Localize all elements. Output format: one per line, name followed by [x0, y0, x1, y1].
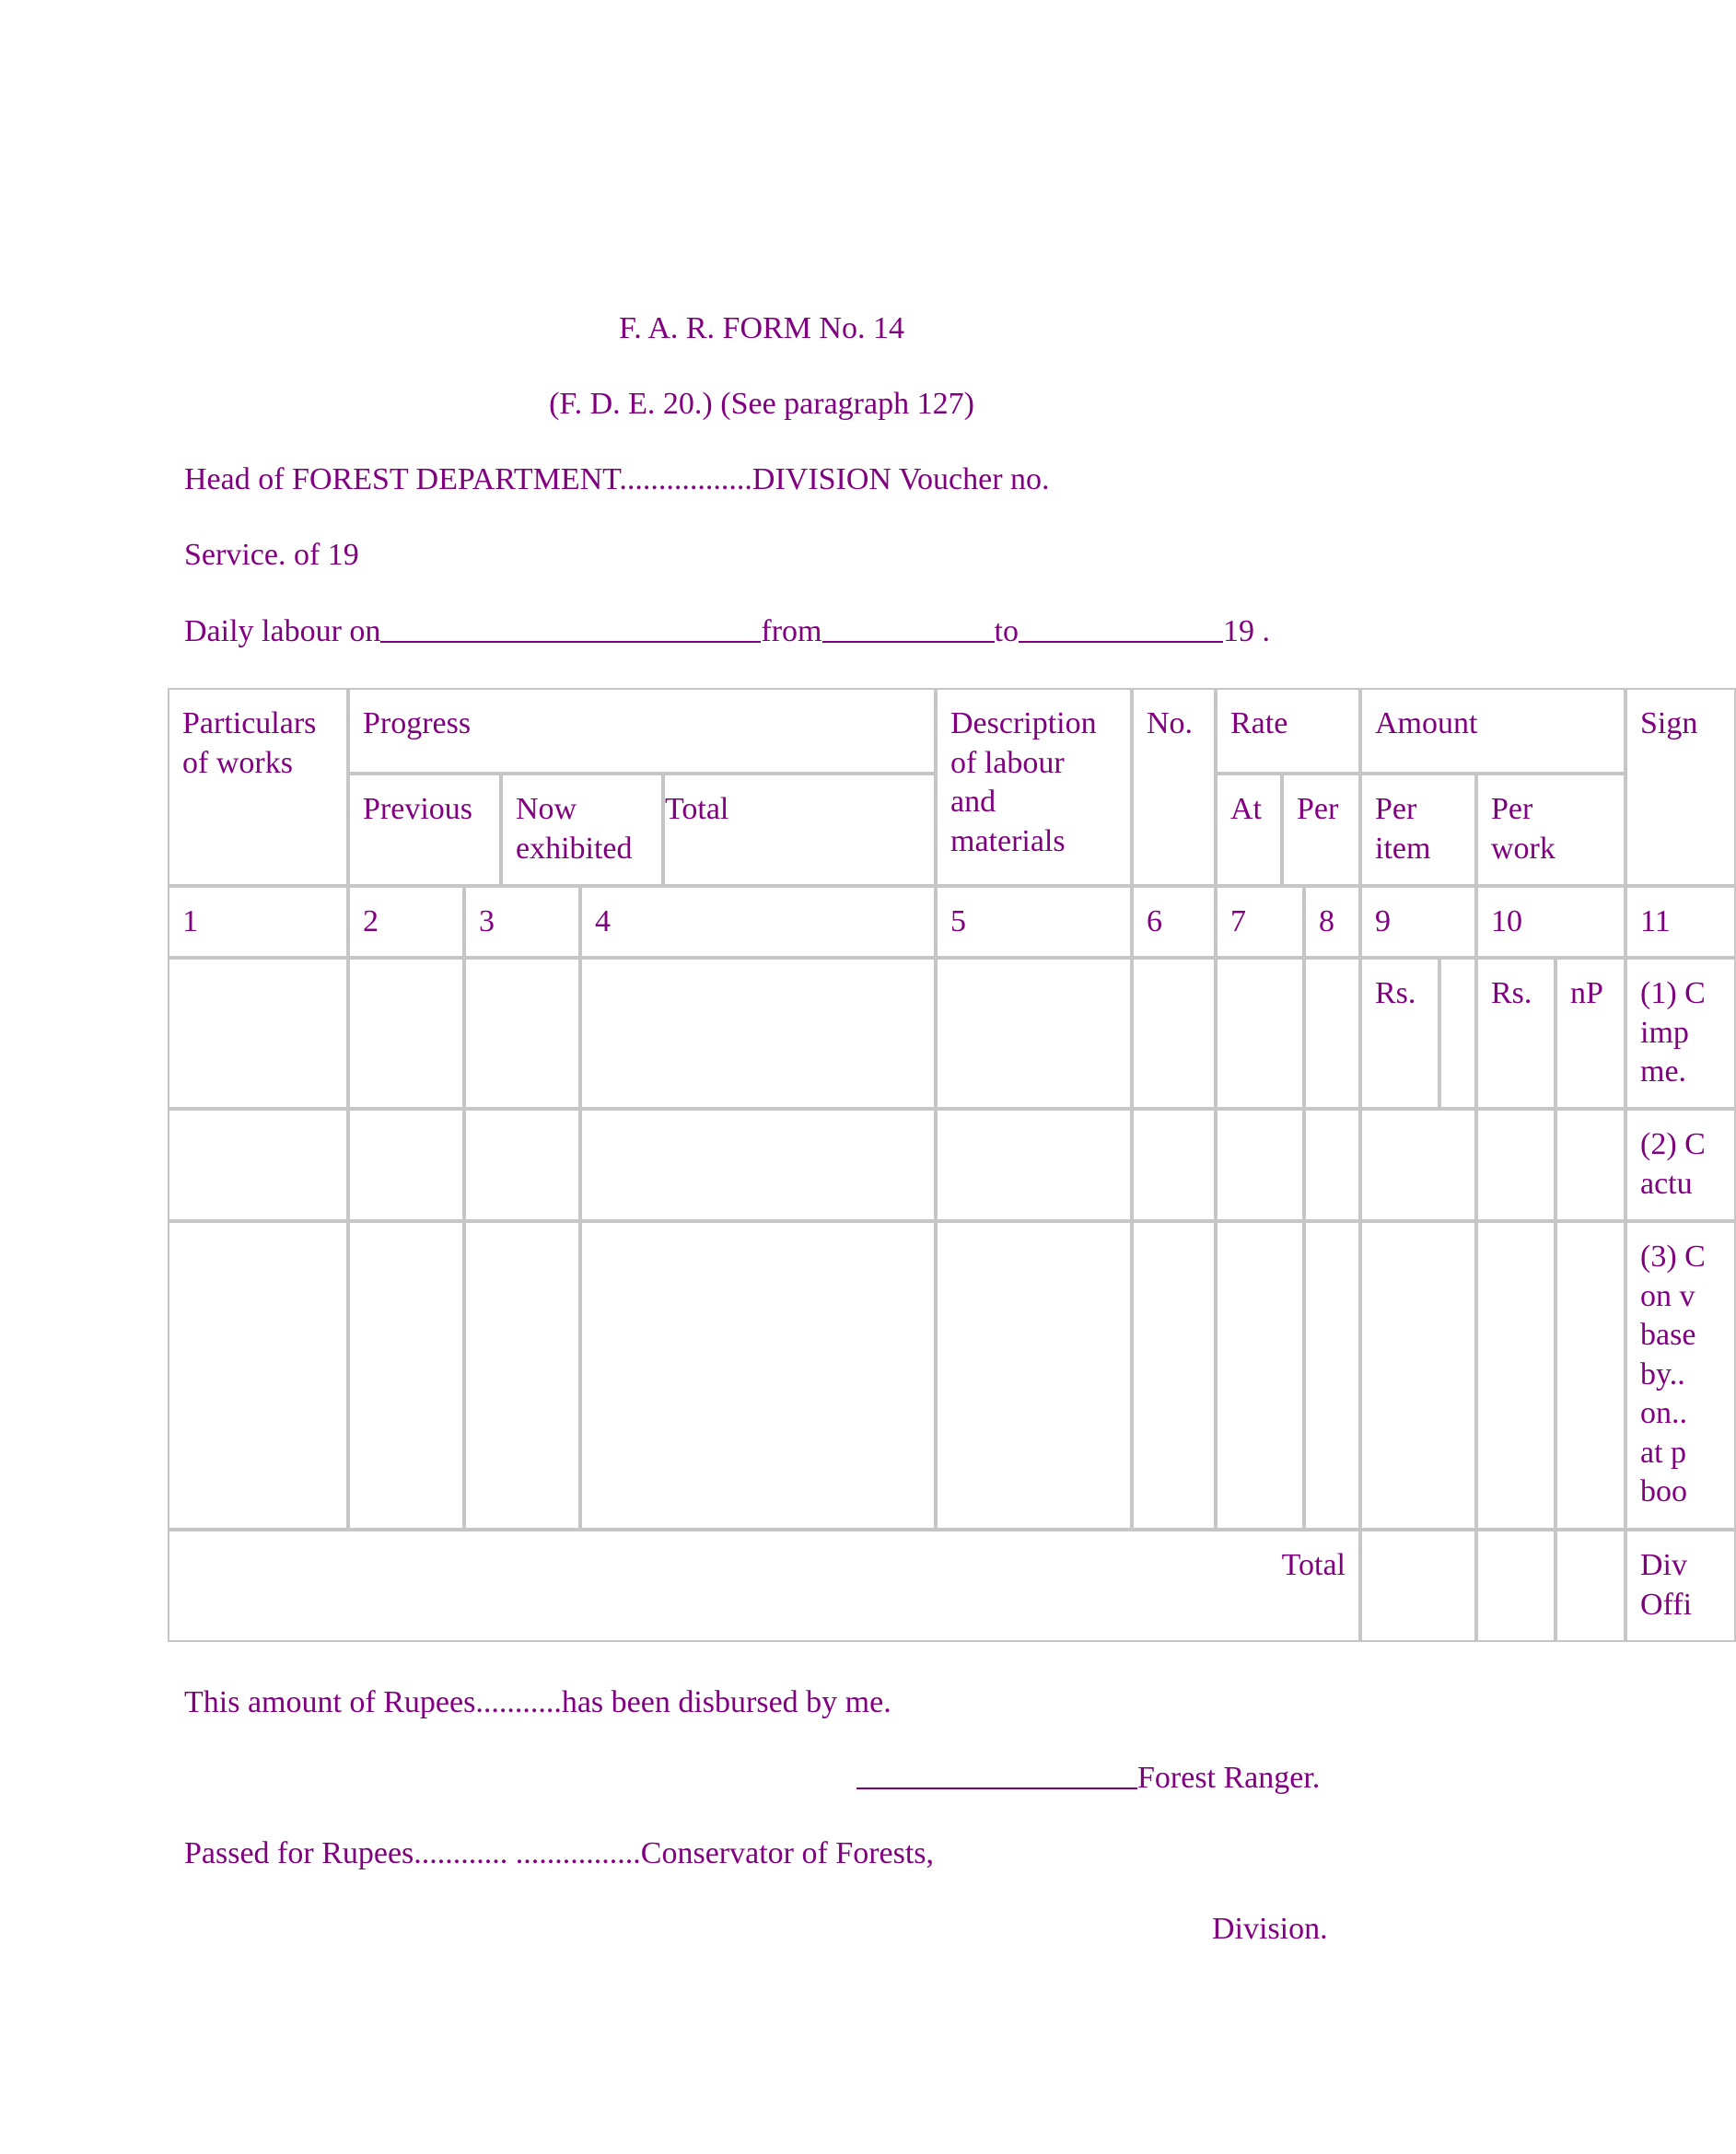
- colnum-8: 8: [1304, 886, 1360, 958]
- header-amount: Amount: [1360, 688, 1625, 774]
- table-cell: [348, 1221, 464, 1530]
- labour-table: [168, 688, 1706, 1646]
- total-amount-work-rs: [1476, 1530, 1555, 1642]
- table-cell: [580, 1221, 936, 1530]
- header-particulars: Particulars of works: [168, 688, 348, 886]
- table-cell: [464, 958, 580, 1109]
- table-cell: [1360, 1109, 1476, 1221]
- table-cell: [936, 1221, 1132, 1530]
- table-cell: [464, 1221, 580, 1530]
- table-cell: [580, 958, 936, 1109]
- table-cell: [1216, 958, 1304, 1109]
- table-cell: [1555, 1221, 1625, 1530]
- np-cell-item: [1439, 958, 1476, 1109]
- form-title: F. A. R. FORM No. 14: [619, 311, 904, 345]
- table-cell: [1304, 1221, 1360, 1530]
- table-cell: [1216, 1221, 1304, 1530]
- header-amount-per-work: Per work: [1476, 774, 1625, 886]
- forest-ranger-line: [856, 1759, 1320, 1799]
- colnum-10: 10: [1476, 886, 1625, 958]
- header-rate-per: Per: [1282, 774, 1360, 886]
- table-cell: [936, 1109, 1132, 1221]
- table-cell: [1304, 958, 1360, 1109]
- colnum-7: 7: [1216, 886, 1304, 958]
- header-signature: Sign: [1625, 688, 1736, 886]
- header-total: [663, 774, 936, 886]
- form-reference: (F. D. E. 20.) (See paragraph 127): [549, 387, 974, 421]
- table-cell: [1304, 1109, 1360, 1221]
- divisional-officer-cell: Div Offi: [1625, 1530, 1736, 1642]
- disbursed-line: This amount of Rupees...........has been disbursed by me.: [184, 1685, 891, 1719]
- table-cell: [1476, 1221, 1555, 1530]
- total-label-cell: Total: [168, 1530, 1360, 1642]
- head-line: Head of FOREST DEPARTMENT.................DIVISION Voucher no.: [184, 462, 1050, 496]
- header-rate-at: At: [1216, 774, 1282, 886]
- rs-cell-item: Rs.: [1360, 958, 1439, 1109]
- table-cell: [1216, 1109, 1304, 1221]
- table-cell: [168, 1221, 348, 1530]
- colnum-5: 5: [936, 886, 1132, 958]
- colnum-11: 11: [1625, 886, 1736, 958]
- service-line: Service. of 19: [184, 538, 359, 572]
- header-no: No.: [1132, 688, 1216, 886]
- colnum-9: 9: [1360, 886, 1476, 958]
- colnum-6: 6: [1132, 886, 1216, 958]
- total-amount-item: [1360, 1530, 1476, 1642]
- colnum-1: 1: [168, 886, 348, 958]
- np-cell-work: nP: [1555, 958, 1625, 1109]
- passed-line: Passed for Rupees............ ................Conservator of Forests,: [184, 1836, 935, 1870]
- table-cell: [168, 1109, 348, 1221]
- table-cell: [1132, 958, 1216, 1109]
- colnum-2: 2: [348, 886, 464, 958]
- table-cell: [464, 1109, 580, 1221]
- from-label: from: [761, 614, 822, 648]
- forest-ranger-label: Forest Ranger.: [1137, 1761, 1321, 1795]
- rs-cell-work: Rs.: [1476, 958, 1555, 1109]
- table-cell: [936, 958, 1132, 1109]
- header-total-label: Total: [665, 792, 729, 826]
- header-progress: Progress: [348, 688, 936, 774]
- table-cell: [1476, 1109, 1555, 1221]
- header-description: Description of labour and materials: [936, 688, 1132, 886]
- table-cell: [348, 958, 464, 1109]
- daily-labour-line: [184, 612, 1270, 652]
- header-previous: Previous: [348, 774, 501, 886]
- table-cell: [1360, 1221, 1476, 1530]
- table-cell: [1132, 1221, 1216, 1530]
- division-label: Division.: [1212, 1912, 1328, 1946]
- header-amount-per-item: Per item: [1360, 774, 1476, 886]
- table-cell: [168, 958, 348, 1109]
- to-label: to: [994, 614, 1019, 648]
- header-now-exhibited: Now exhibited: [501, 774, 663, 886]
- certificate-2: (2) C actu: [1625, 1109, 1736, 1221]
- colnum-3: 3: [464, 886, 580, 958]
- table-cell: [348, 1109, 464, 1221]
- colnum-4: 4: [580, 886, 936, 958]
- table-cell: [580, 1109, 936, 1221]
- year-label: 19 .: [1222, 614, 1270, 648]
- header-rate: Rate: [1216, 688, 1360, 774]
- table-cell: [1132, 1109, 1216, 1221]
- certificate-3: (3) C on v base by.. on.. at p boo: [1625, 1221, 1736, 1530]
- total-amount-work-np: [1555, 1530, 1625, 1642]
- daily-labour-label: Daily labour on: [184, 614, 381, 648]
- table-cell: [1555, 1109, 1625, 1221]
- certificate-1: (1) C imp me.: [1625, 958, 1736, 1109]
